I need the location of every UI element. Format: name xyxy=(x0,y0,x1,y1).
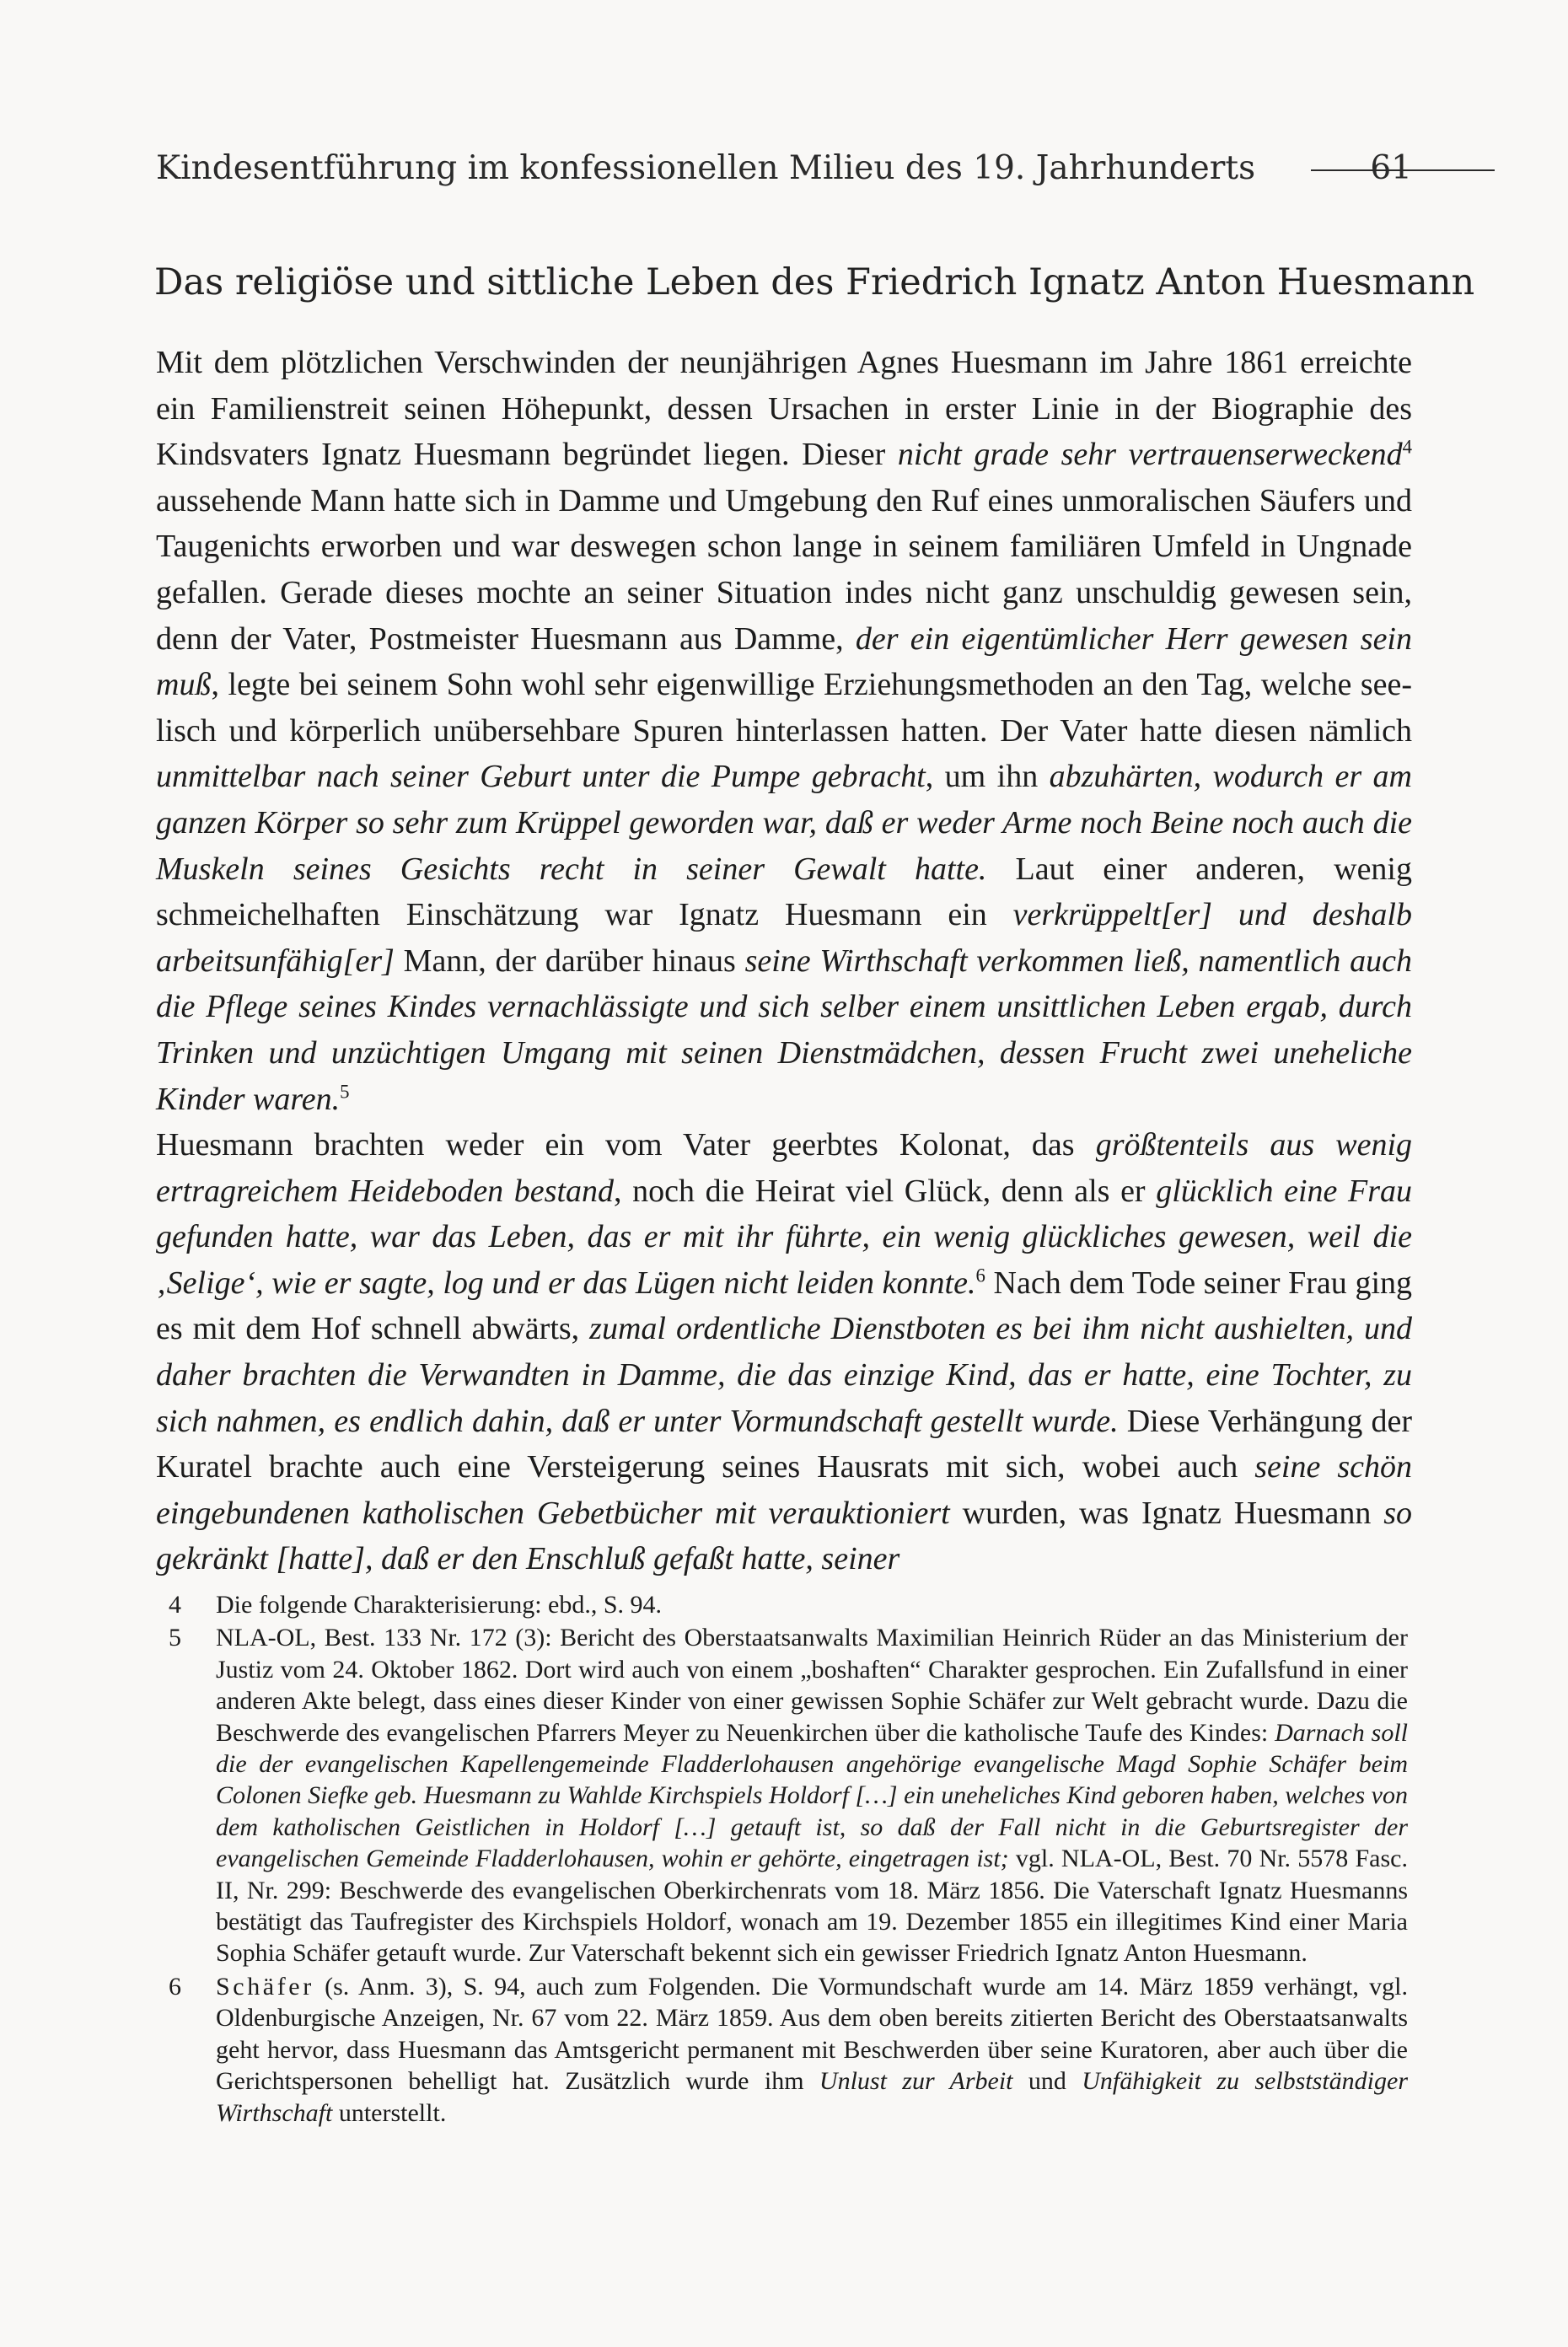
footnote-text xyxy=(216,1589,1408,1620)
footnote-ref: 4 xyxy=(1402,436,1412,458)
text-run: wurden, was Ignatz Huesmann xyxy=(949,1495,1384,1531)
italic-run: unmittelbar nach seiner Geburt unter die Pumpe gebracht xyxy=(156,759,926,795)
text-run: unterstellt. xyxy=(332,2098,447,2127)
text-run: , noch die Heirat viel Glück, denn als er xyxy=(614,1173,1157,1209)
text-run: Laut einer anderen, wenig schmeichelhaften Einschätzung war Ignatz Huesmann ein xyxy=(156,851,1412,933)
text-run: , um ihn xyxy=(925,759,1050,795)
spaced-run: Schäfer xyxy=(216,1972,314,2001)
text-run: , legte bei seinem Sohn wohl sehr eigenwillige Erziehungsmethoden an den Tag, welche seelisch und körperlich unübersehbare Spuren hinterlassen hatten. Der Vater hatte diesen nämlich xyxy=(156,667,1412,749)
footnote-ref: 5 xyxy=(340,1080,350,1102)
italic-run: zumal ordentliche Dienstboten es bei ihm nicht aushielten, und daher brachten die Verwandten in Damme, die das einzige Kind, das er hatte, eine Tochter, zu sich nahmen, es endlich dahin, daß er unter Vormundschaft gestellt wurde. xyxy=(156,1311,1412,1439)
running-head-title: Kindesentführung im konfessionellen Milieu des 19. Jahrhunderts xyxy=(156,149,1256,187)
footnote-text xyxy=(216,1971,1408,2129)
text-run: vgl. NLA-OL, Best. 70 Nr. 5578 Fasc. II, Nr. 299: Beschwerde des evangelischen Oberkirchenrats vom 18. März 1856. Die Vaterschaft Ignatz Huesmanns bestätigt das Taufregister des Kirchspiels Holdorf, wonach am 19. Dezember 1855 ein illegitimes Kind einer Maria Sophia Schäfer getauft wurde. Zur Vaterschaft bekennt sich ein gewisser Friedrich Ignatz Anton Huesmann. xyxy=(216,1845,1408,1968)
footnote-number: 5 xyxy=(169,1624,181,1652)
text-run: Diese Verhängung der Kuratel brachte auch eine Versteigerung seines Hausrats mit sich, wobei auch xyxy=(156,1403,1412,1485)
footnotes xyxy=(169,1589,1408,2129)
page-number: 61 xyxy=(1370,149,1412,187)
italic-run: seine schön eingebundenen katholischen Gebetbücher mit verauktioniert xyxy=(156,1449,1412,1531)
body-text xyxy=(156,340,1412,1582)
footnote-ref: 6 xyxy=(975,1265,985,1286)
italic-run: der ein eigentümlicher Herr gewesen sein muß xyxy=(156,620,1412,703)
italic-run: abzuhärten, wodurch er am ganzen Körper so sehr zum Krüppel geworden war, daß er weder Arme noch Beine noch auch die Muskeln seines Gesichts recht in seiner Gewalt hatte. xyxy=(156,759,1413,887)
italic-run: glücklich eine Frau gefunden hatte, war das Leben, das er mit ihr führte, ein wenig glückliches gewesen, weil die ‚Selige‘, wie er sagte, log und er das Lügen nicht leiden konnte. xyxy=(156,1173,1412,1301)
text-run: NLA-OL, Best. 133 Nr. 172 (3): Bericht des Oberstaatsanwalts Maximilian Heinrich Rüder an das Ministerium der Justiz vom 24. Oktober 1862. Dort wird auch von einem „boshaften“ Charakter gesprochen. Ein Zufallsfund in einer anderen Akte belegt, dass eines dieser Kinder von einer gewissen Sophie Schäfer zur Welt gebracht wurde. Dazu die Beschwerde des evangelischen Pfarrers Meyer zu Neuenkirchen über die katholische Taufe des Kindes: xyxy=(216,1624,1408,1747)
text-run: Die folgende Charakterisierung: ebd., S. 94. xyxy=(216,1591,663,1619)
italic-run: verkrüppelt[er] und deshalb arbeitsunfähig[er] xyxy=(156,897,1412,979)
text-run: Nach dem Tode seiner Frau ging es mit dem Hof schnell abwärts, xyxy=(156,1265,1412,1347)
text-run: aussehende Mann hatte sich in Damme und Umgebung den Ruf eines unmoralischen Säufers und Taugenichts erworben und war deswegen schon lange in seinem familiären Umfeld in Ungnade gefallen. Gerade dieses mochte an seiner Situation indes nicht ganz unschuldig gewesen sein, denn der Vater, Postmeister Huesmann aus Damme, xyxy=(156,482,1412,657)
footnote-number: 6 xyxy=(169,1972,181,2001)
italic-run: Darnach soll die der evangelischen Kapellengemeinde Fladderlohausen angehörige evangelische Magd Sophie Schäfer beim Colonen Siefke geb. Huesmann zu Wahlde Kirchspiels Holdorf […] ein uneheliches Kind geboren haben, welches von dem katholischen Geistlichen in Holdorf […] getauft ist, so daß der Fall nicht in die Geburtsregister der evangelischen Gemeinde Fladderlohausen, wohin er gehörte, eingetragen ist; xyxy=(216,1718,1408,1873)
italic-run: größtenteils aus wenig ertragreichem Heideboden bestand xyxy=(156,1127,1412,1209)
footnote-number: 4 xyxy=(169,1591,181,1619)
italic-run: Unfähigkeit zu selbstständiger Wirthschaft xyxy=(216,2067,1409,2127)
paragraph xyxy=(156,340,1412,1122)
text-run: Huesmann brachten weder ein vom Vater geerbtes Kolonat, das xyxy=(156,1127,1096,1163)
chapter-title: Das religiöse und sittliche Leben des Friedrich Ignatz Anton Huesmann xyxy=(154,261,1475,303)
footnote-text xyxy=(216,1622,1408,1968)
footnote xyxy=(169,1622,1408,1968)
running-head xyxy=(156,143,1412,194)
text-run: Mit dem plötzlichen Verschwinden der neunjährigen Agnes Huesmann im Jahre 1861 erreichte ein Familienstreit seinen Höhepunkt, dessen Ursachen in erster Linie in der Biographie des Kindsvaters Ignatz Huesmann begründet liegen. Dieser xyxy=(156,345,1412,473)
text-run: Mann, der darüber hinaus xyxy=(394,943,745,979)
footnote xyxy=(169,1589,1408,1620)
italic-run: seine Wirthschaft verkommen ließ, namentlich auch die Pflege seines Kindes vernachlässigte und sich selber einem unsittlichen Leben ergab, durch Trinken und unzüchtigen Umgang mit seinen Dienstmädchen, dessen Frucht zwei uneheliche Kinder waren. xyxy=(156,943,1412,1117)
footnote xyxy=(169,1971,1408,2129)
italic-run: so gekränkt [hatte], daß er den Enschluß gefaßt hatte, seiner xyxy=(156,1495,1413,1577)
italic-run: Unlust zur Arbeit xyxy=(819,2067,1013,2096)
italic-run: nicht grade sehr vertrauenserweckend xyxy=(897,437,1403,473)
text-run: (s. Anm. 3), S. 94, auch zum Folgenden. Die Vormundschaft wurde am 14. März 1859 verhängt, vgl. Oldenburgische Anzeigen, Nr. 67 vom 22. März 1859. Aus dem oben bereits zitierten Bericht des Oberstaatsanwalts geht hervor, dass Huesmann das Amtsgericht permanent mit Beschwerden über seine Kuratoren, aber auch über die Gerichtspersonen behelligt hat. Zusätzlich wurde ihm xyxy=(216,1972,1408,2096)
text-run: und xyxy=(1012,2067,1082,2096)
paragraph xyxy=(156,1122,1412,1582)
